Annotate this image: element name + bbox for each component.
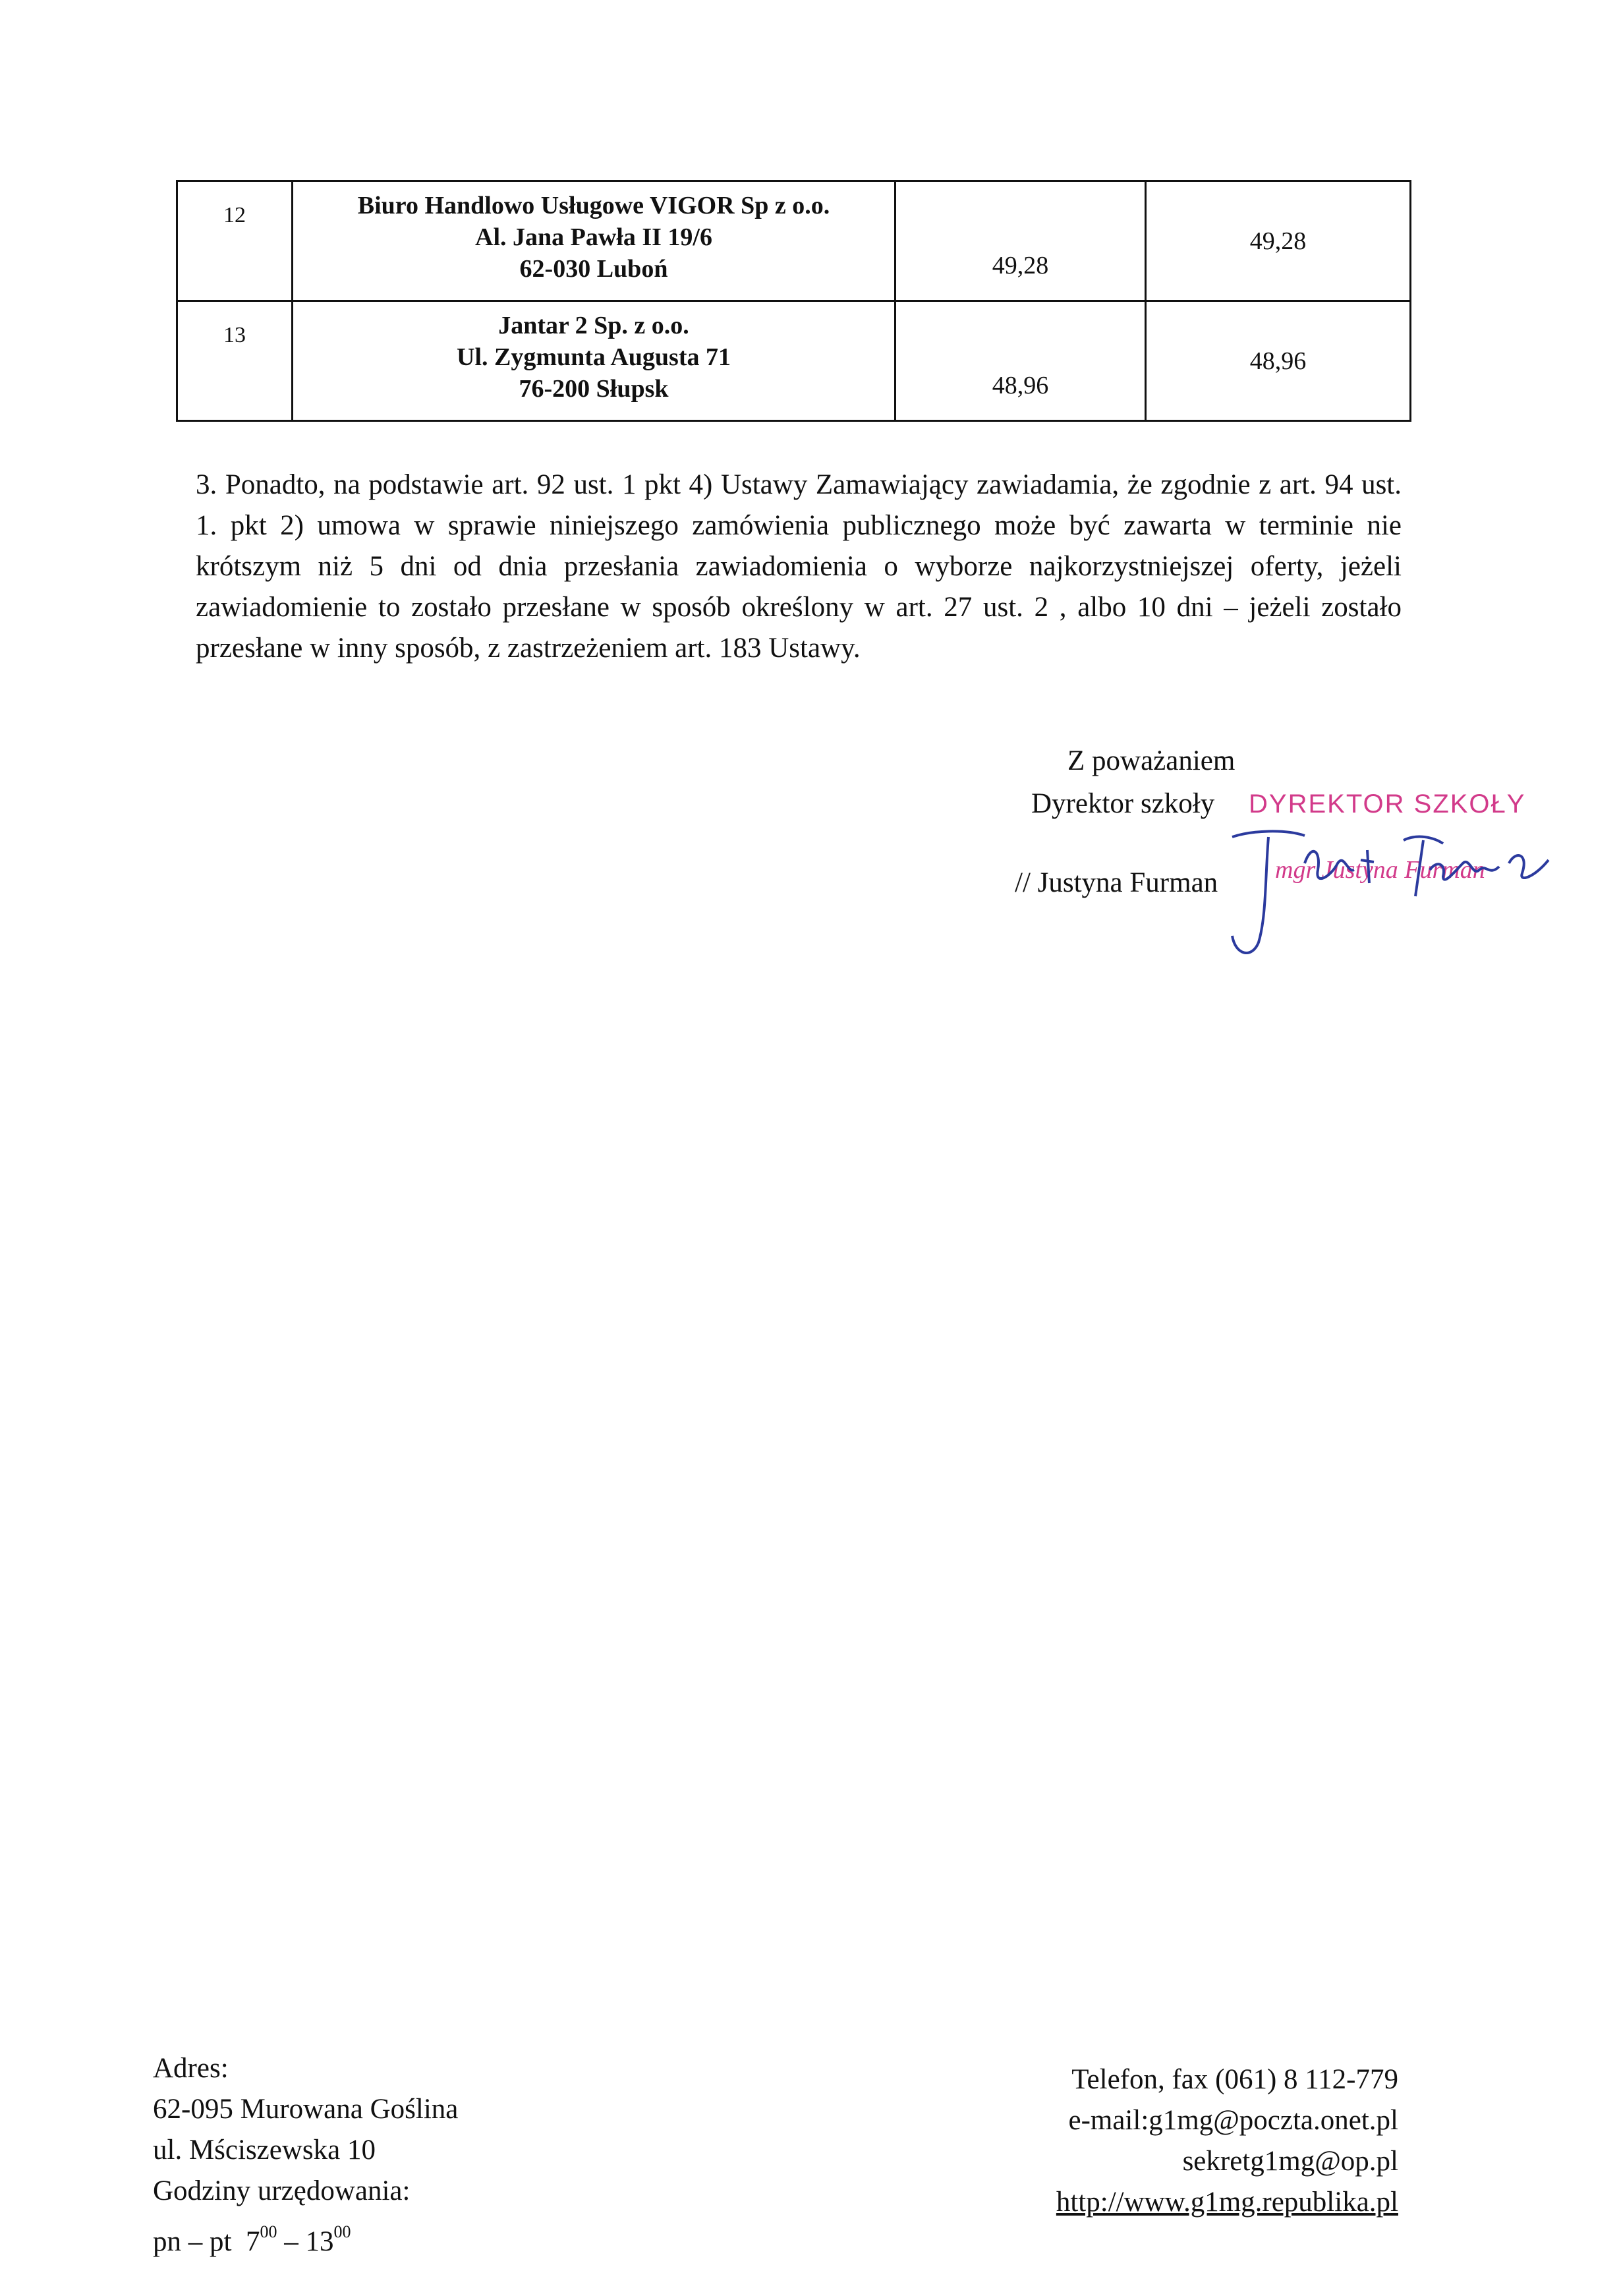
table-row: [177, 181, 1411, 301]
website-link[interactable]: http://www.g1mg.republika.pl: [1056, 2187, 1398, 2218]
stamp-title: DYREKTOR SZKOŁY: [1249, 789, 1526, 818]
price-cell: 49,28: [895, 181, 1146, 301]
company-city: 76-200 Słupsk: [519, 375, 669, 403]
company-cell: [293, 181, 895, 301]
company-name: Jantar 2 Sp. z o.o.: [498, 312, 689, 339]
contract-notice-paragraph: 3. Ponadto, na podstawie art. 92 ust. 1 pkt 4) Ustawy Zamawiający zawiadamia, że zgodnie z art. 94 ust. 1. pkt 2) umowa w sprawie niniejszego zamówienia publicznego może być zawarta w terminie nie krótszym niż 5 dni od dnia przesłania zawiadomienia o wyborze najkorzystniejszej oferty, jeżeli zawiadomienie to zostało przesłane w sposób określony w art. 27 ust. 2 , albo 10 dni – jeżeli zostało przesłane w inny sposób, z zastrzeżeniem art. 183 Ustawy.: [196, 469, 1402, 664]
signer-name: // Justyna Furman: [1015, 867, 1218, 898]
closing-regards: Z poważaniem: [1067, 745, 1236, 776]
company-street: Ul. Zygmunta Augusta 71: [457, 343, 731, 371]
phone-fax: Telefon, fax (061) 8 112-779: [1071, 2064, 1398, 2095]
company-city: 62-030 Luboń: [519, 255, 668, 283]
stamp-name: mgr Justyna Furman: [1275, 856, 1485, 884]
footer-contact: [1056, 2059, 1398, 2223]
points-cell: 49,28: [1146, 181, 1411, 301]
company-street: Al. Jana Pawła II 19/6: [475, 223, 712, 251]
handwritten-signature-icon: [1206, 824, 1562, 969]
table-row: [177, 301, 1411, 421]
company-cell: [293, 301, 895, 421]
address-street: ul. Mściszewska 10: [153, 2135, 376, 2166]
company-name: Biuro Handlowo Usługowe VIGOR Sp z o.o.: [357, 192, 830, 219]
address-postal: 62-095 Murowana Goślina: [153, 2094, 459, 2125]
price-cell: 48,96: [895, 301, 1146, 421]
office-hours: pn – pt $7^{00} - 13^{00}$: [153, 2222, 351, 2257]
row-number: 12: [177, 181, 293, 301]
offers-table: [176, 180, 1411, 422]
row-number: 13: [177, 301, 293, 421]
footer-address: [153, 2048, 458, 2262]
office-hours-label: Godziny urzędowania:: [153, 2175, 411, 2206]
email-secondary[interactable]: sekretg1mg@op.pl: [1182, 2146, 1398, 2177]
email-primary[interactable]: e-mail:g1mg@poczta.onet.pl: [1068, 2105, 1398, 2136]
signer-role: Dyrektor szkoły: [1031, 788, 1215, 819]
address-label: Adres:: [153, 2053, 229, 2084]
points-cell: 48,96: [1146, 301, 1411, 421]
